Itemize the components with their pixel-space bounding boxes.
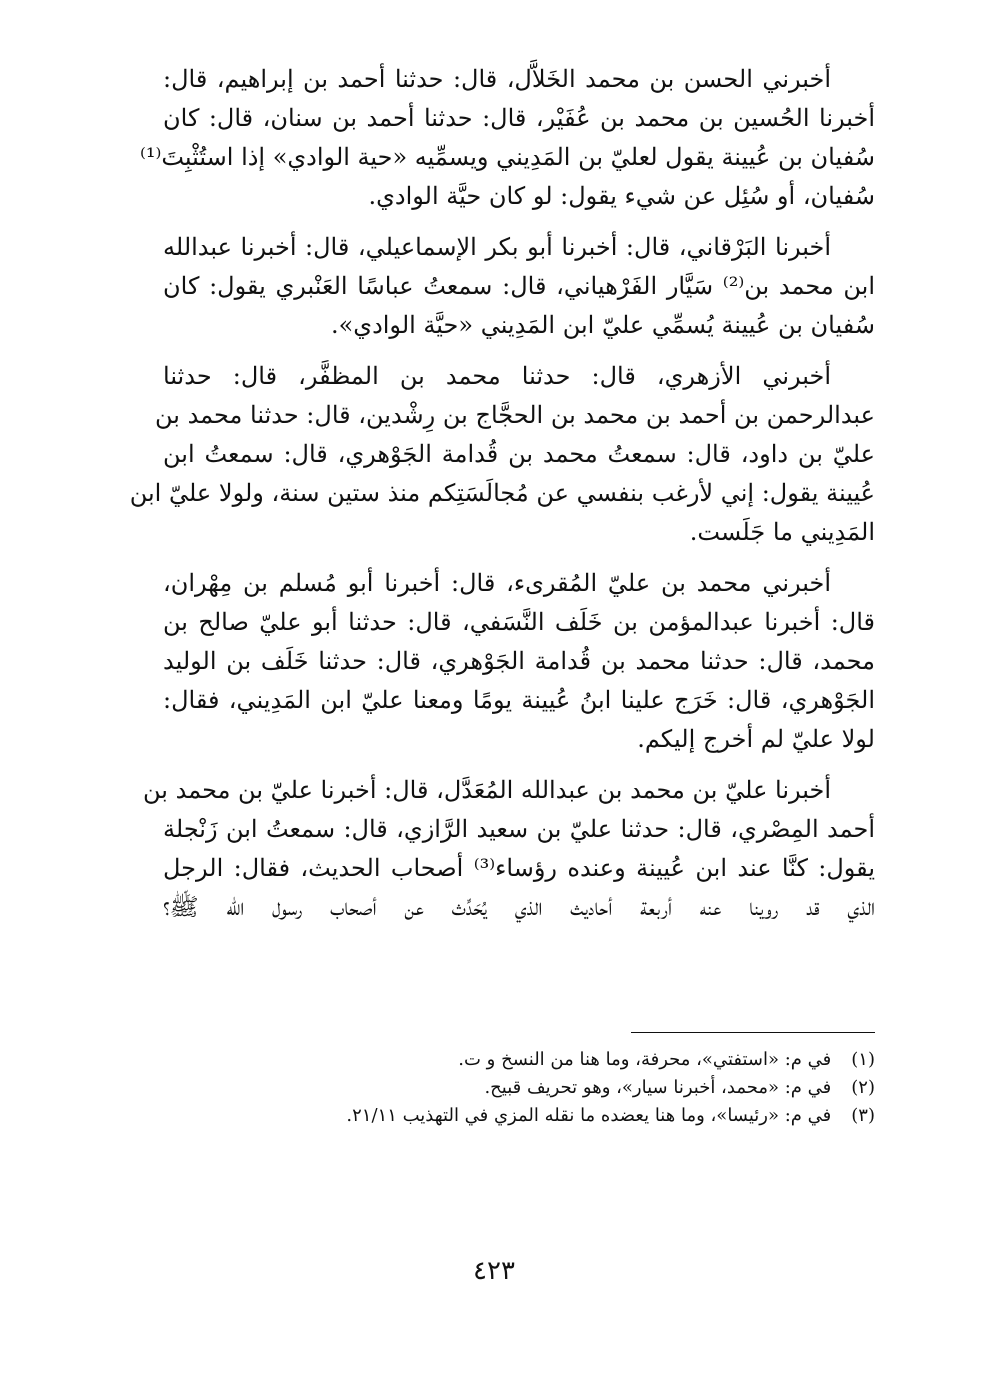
text-line: لولا عليّ لم أخرج إليكم. [637,725,875,753]
footnote [163,1074,875,1102]
footnote-number: (٢) [851,1077,875,1098]
paragraph-gap [163,759,875,771]
text-line: يقول: كنَّا عند ابن عُيينة وعنده رؤساء⁽³⁾ أصحاب الحديث، فقال: الرجل [163,854,875,882]
main-text [129,60,875,927]
paragraph [163,228,875,345]
text-line: الجَوْهري، قال: خَرَج علينا ابنُ عُيينة يومًا ومعنا عليّ ابن المَدِيني، فقال: [163,686,875,714]
text-line: أخبرني الأزهري، قال: حدثنا محمد بن المظفَّر، قال: حدثنا [163,362,831,390]
text-line: أخبرني الحسن بن محمد الخَلاَّل، قال: حدثنا أحمد بن إبراهيم، قال: [163,65,831,93]
footnote [163,1046,875,1074]
paragraph [129,357,875,552]
text-line: أخبرنا عليّ بن محمد بن عبدالله المُعَدَّل، قال: أخبرنا عليّ بن محمد بن [143,776,831,804]
text-line: سُفيان، أو سُئِل عن شيء يقول: لو كان حيَّة الوادي. [368,182,875,210]
footnote-text: في م: «رئيسا»، وما هنا يعضده ما نقله المزي في التهذيب ٢١/١١. [346,1105,832,1126]
paragraph [163,564,875,759]
footnote-text: في م: «محمد، أخبرنا سيار»، وهو تحريف قبيح. [484,1077,832,1098]
text-line: محمد، قال: حدثنا محمد بن قُدامة الجَوْهري، قال: حدثنا خَلَف بن الوليد [163,647,875,675]
paragraph-gap [163,345,875,357]
text-line: سُفيان بن عُيينة يقول لعليّ بن المَدِيني ويسمِّيه «حية الوادي» إذا استُثْبِتَ⁽¹⁾ [139,143,875,171]
text-line: أخبرنا البَرْقاني، قال: أخبرنا أبو بكر الإسماعيلي، قال: أخبرنا عبدالله [163,233,831,261]
footnote-divider [631,1032,875,1033]
text-line: الذي قد روينا عنه أربعة أحاديث الذي يُحَدِّث عن أصحاب رسول الله ﷺ؟ [163,893,875,921]
text-line: أخبرنا الحُسين بن محمد بن عُفَيْر، قال: حدثنا أحمد بن سنان، قال: كان [163,104,875,132]
text-line: قال: أخبرنا عبدالمؤمن بن خَلَف النَّسَفي، قال: حدثنا أبو عليّ صالح بن [163,608,875,636]
text-line: المَدِيني ما جَلَست. [689,518,875,546]
text-line: عليّ بن داود، قال: سمعتُ محمد بن قُدامة الجَوْهري، قال: سمعتُ ابن [163,440,875,468]
paragraph [139,60,875,216]
footnote-number: (١) [851,1049,875,1070]
page-number: ٤٢٣ [473,1256,515,1286]
footnote-number: (٣) [851,1105,875,1126]
paragraph [143,771,875,927]
text-line: أحمد المِصْري، قال: حدثنا عليّ بن سعيد الرَّازي، قال: سمعتُ ابن زَنْجلة [163,815,875,843]
text-line: أخبرني محمد بن عليّ المُقرىء، قال: أخبرنا أبو مُسلم بن مِهْران، [163,569,831,597]
footnote [163,1102,875,1130]
text-line: سُفيان بن عُيينة يُسمِّي عليّ ابن المَدِيني «حيَّة الوادي». [330,311,875,339]
paragraph-gap [163,216,875,228]
text-line: عُيينة يقول: إني لأرغب بنفسي عن مُجالَسَتِكم منذ ستين سنة، ولولا عليّ ابن [129,479,875,507]
text-line: ابن محمد بن⁽²⁾ سَيَّار الفَرْهياني، قال: سمعتُ عباسًا العَنْبري يقول: كان [163,272,875,300]
text-line: عبدالرحمن بن أحمد بن محمد بن الحجَّاج بن رِشْدين، قال: حدثنا محمد بن [154,401,875,429]
footnotes [163,1046,875,1130]
paragraph-gap [163,552,875,564]
footnote-text: في م: «استفتي»، محرفة، وما هنا من النسخ و ت. [458,1049,832,1070]
